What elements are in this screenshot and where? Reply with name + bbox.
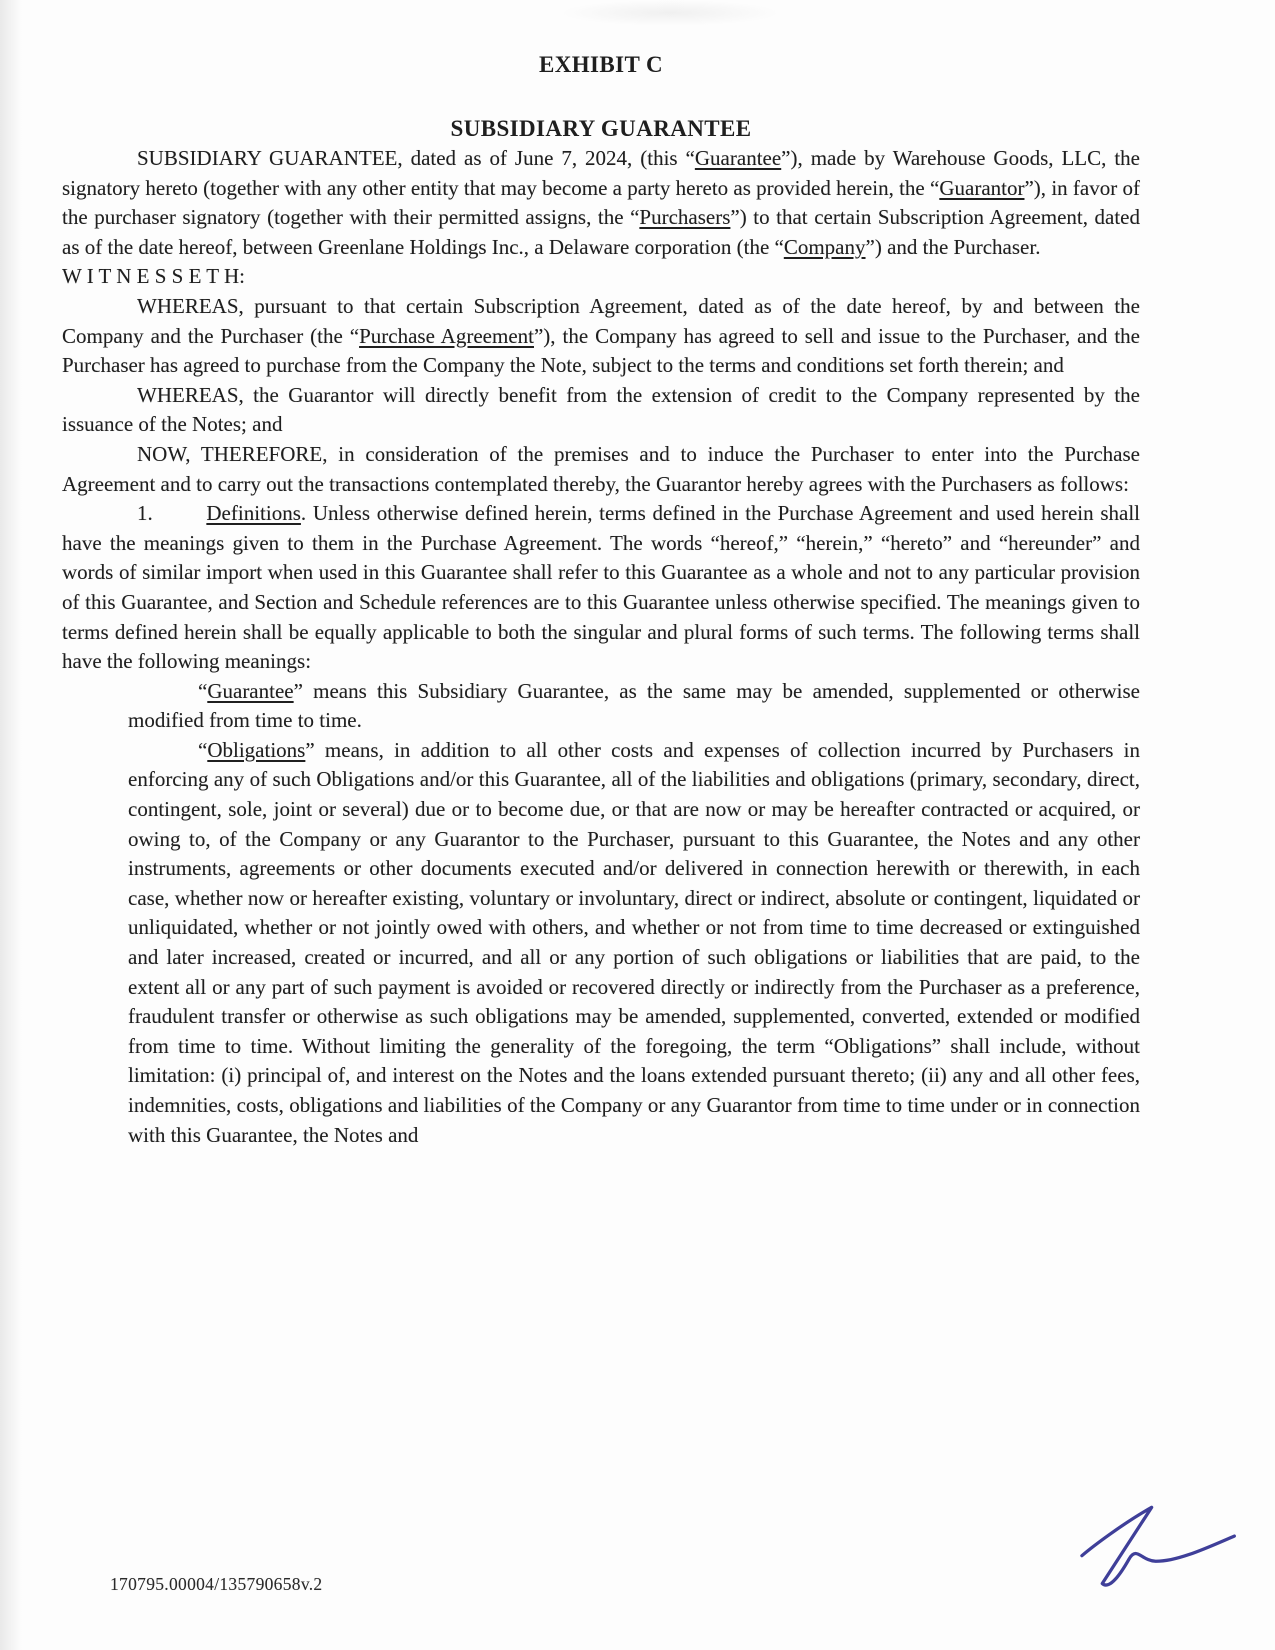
defined-term: Company — [783, 234, 866, 259]
definitions-block — [128, 677, 1140, 1151]
whereas-purchase-agreement-paragraph — [62, 292, 1140, 381]
definition-obligations-paragraph — [128, 736, 1140, 1150]
scan-edge-artifact — [0, 0, 22, 1650]
signature-stroke — [1080, 1504, 1236, 1585]
text-run: . Unless otherwise defined herein, terms defined in the Purchase Agreement and used herein shall have the meanings given to them in the Purchase Agreement. The words “hereof,” “herein,” “hereto” and “hereunder” and words of similar import when used in this Guarantee shall refer to this Guarantee as a whole and not to any particular provision of this Guarantee, and Section and Schedule references are to this Guarantee unless otherwise specified. The meanings given to terms defined herein shall be equally applicable to both the singular and plural forms of such terms. The following terms shall have the following meanings: — [62, 501, 1140, 674]
text-run: ”) to that certain Subscription Agreement, dated as of the date hereof, between Greenlane Holdings Inc., a Delaware corporation (the “ — [62, 205, 1140, 259]
defined-term: Guarantee — [694, 146, 782, 170]
now-therefore-paragraph — [62, 440, 1140, 499]
text-run: WHEREAS, the Guarantor will directly benefit from the extension of credit to the Company represented by the issuance of the Notes; and — [62, 382, 1140, 437]
definitions-section-paragraph — [62, 499, 1140, 677]
document-title: SUBSIDIARY GUARANTEE — [450, 116, 752, 141]
document-body — [62, 0, 1140, 1150]
text-run: ”), in favor of the purchaser signatory (together with their permitted assigns, the “ — [62, 175, 1140, 230]
defined-term: Purchase Agreement — [359, 323, 534, 348]
defined-term: Purchasers — [639, 205, 731, 230]
whereas-guarantor-benefit-paragraph — [62, 381, 1140, 440]
text-run: ” means this Subsidiary Guarantee, as the same may be amended, supplemented or otherwise modified from time to time. — [128, 678, 1140, 733]
intro-paragraph — [62, 144, 1140, 262]
text-run: SUBSIDIARY GUARANTEE, dated as of June 7, 2024, (this “ — [137, 146, 695, 170]
text-run: NOW, THEREFORE, in consideration of the premises and to induce the Purchaser to enter into the Purchase Agreement and to carry out the transactions contemplated thereby, the Guarantor hereby agrees with the Purchasers as follows: — [62, 441, 1140, 496]
text-run: ”), made by Warehouse Goods, LLC, the signatory hereto (together with any other entity that may become a party hereto as provided herein, the “ — [62, 146, 1140, 200]
text-run: 1. — [137, 501, 207, 526]
text-run: ”) and the Purchaser. — [865, 234, 1041, 259]
definition-guarantee-paragraph — [128, 677, 1140, 736]
text-run: ” means, in addition to all other costs and expenses of collection incurred by Purchasers in enforcing any of such Obligations and/or this Guarantee, all of the liabilities and obligations (primary, secondary, direct, contingent, sole, joint or several) due or to become due, or that are now or may be hereafter contracted or acquired, or owing to, of the Company or any Guarantor to the Purchaser, pursuant to this Guarantee, the Notes and any other instruments, agreements or other documents executed and/or delivered in connection herewith or therewith, in each case, whether now or hereafter existing, voluntary or involuntary, direct or indirect, absolute or contingent, liquidated or unliquidated, whether or not jointly owed with others, and whether or not from time to time decreased or extinguished and later increased, created or incurred, and all or any portion of such obligations or liabilities that are paid, to the extent all or any part of such payment is avoided or recovered directly or indirectly from the Purchaser as a preference, fraudulent transfer or otherwise as such obligations may be amended, supplemented, converted, extended or modified from time to time. Without limiting the generality of the foregoing, the term “Obligations” shall include, without limitation: (i) principal of, and interest on the Notes and the loans extended pursuant thereto; (ii) any and all other fees, indemnities, costs, obligations and liabilities of the Company or any Guarantor from time to time under or in connection with this Guarantee, the Notes and — [128, 737, 1140, 1147]
document-control-number: 170795.00004/135790658v.2 — [110, 1574, 323, 1594]
text-run: “ — [198, 737, 208, 762]
defined-term: Guarantor — [939, 175, 1025, 200]
text-run: ”), the Company has agreed to sell and issue to the Purchaser, and the Purchaser has agreed to purchase from the Company the Note, subject to the terms and conditions set forth therein; and — [62, 323, 1140, 378]
text-run: “ — [198, 678, 208, 703]
defined-term: Guarantee — [207, 678, 294, 703]
witnesseth-heading: W I T N E S S E T H: — [62, 264, 246, 289]
defined-term: Definitions — [206, 501, 301, 526]
text-run: WHEREAS, pursuant to that certain Subscription Agreement, dated as of the date hereof, by and between the Company and the Purchaser (the “ — [62, 293, 1140, 348]
exhibit-heading: EXHIBIT C — [539, 52, 663, 77]
defined-term: Obligations — [207, 737, 306, 762]
handwritten-initials-icon — [1064, 1491, 1243, 1599]
